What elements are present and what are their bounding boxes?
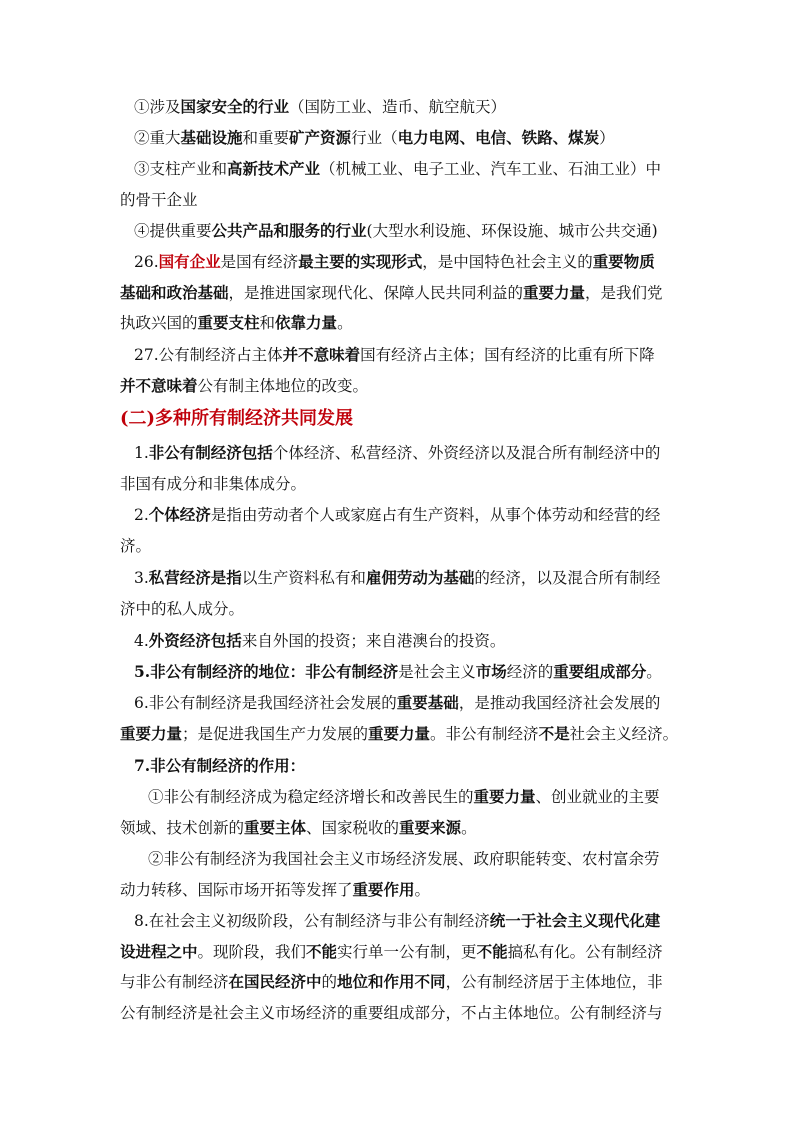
text: 的 [321, 973, 338, 991]
text: ②非公有制经济为我国社会主义市场经济发展、政府职能转变、农村富余劳 [148, 850, 660, 868]
item-number: 4. [134, 632, 149, 650]
text: 公有制主体地位的改变。 [197, 376, 369, 395]
text: 领域、技术创新的 [120, 818, 245, 837]
paragraph-n1 [120, 438, 680, 499]
text: ②重大 [134, 129, 181, 147]
bold-text: 重要组成部分 [553, 662, 647, 681]
bold-text: 基础设施 [180, 128, 243, 147]
bold-text: 重要力量 [368, 723, 431, 743]
text: 经济的 [506, 663, 554, 681]
text: 8.在社会主义初级阶段，公有制经济与非公有制经济 [134, 912, 490, 930]
text: 动力转移、国际市场开拓等发挥了 [120, 880, 353, 899]
item-number: 1. [134, 444, 149, 462]
bold-text: 并不意味着 [120, 375, 198, 395]
item-number: 3. [134, 569, 149, 587]
text: 的经济，以及混合所有制经 [474, 569, 661, 587]
paragraph-n7a [120, 782, 680, 843]
text: 社会主义经济。 [569, 724, 679, 743]
bold-text: 高新技术产业 [227, 159, 321, 178]
text: 是国有经济 [220, 253, 299, 271]
bold-text: 基础和政治基础 [120, 282, 229, 302]
bold-text: 个体经济 [148, 505, 211, 524]
text: 。 [646, 663, 662, 681]
text: （机械工业、电子工业、汽车工业、石油工业）中 [320, 160, 662, 178]
bold-text: 重要力量 [523, 282, 586, 302]
item-number: 26. [134, 253, 159, 271]
text: ，是推动我国经济社会发展的 [458, 694, 661, 712]
text: 是社会主义 [398, 663, 476, 681]
text: 的骨干企业 [120, 190, 198, 209]
text: 来自外国的投资；来自港澳台的投资。 [241, 632, 506, 650]
bold-text: 重要作用 [352, 879, 415, 899]
highlight-text: 国有企业 [158, 252, 221, 271]
bold-text: 外资经济包括 [148, 631, 242, 650]
text: 、创业就业的主要 [535, 788, 660, 806]
bold-text: 不能 [306, 941, 338, 961]
paragraph-26 [120, 247, 680, 339]
text: ③支柱产业和 [134, 160, 228, 178]
text: 和重要 [242, 129, 290, 147]
section-heading: (二)多种所有制经济共同发展 [120, 408, 354, 429]
paragraph-n4 [120, 626, 680, 657]
text: ，是我们党 [585, 283, 663, 302]
text: 。 [414, 880, 431, 899]
bold-text: 不能 [476, 941, 508, 961]
bold-text: 电力电网、电信、铁路、煤炭 [397, 128, 600, 147]
text: ，公有制经济居于主体地位，非 [445, 973, 663, 991]
text: 非国有成分和非集体成分。 [120, 474, 307, 493]
paragraph-n5 [120, 657, 680, 688]
bold-text: 重要主体 [244, 817, 307, 837]
text: 、国家税收的 [306, 818, 400, 837]
paragraph-n6 [120, 688, 680, 749]
text: 实行单一公有制，更 [337, 942, 477, 961]
text: 济。 [120, 536, 152, 555]
bold-text: 重要支柱 [197, 313, 260, 332]
text: ；是促进我国生产力发展的 [182, 724, 369, 743]
bold-text: 地位和作用不同 [337, 972, 446, 991]
paragraph-industry-4 [134, 216, 694, 247]
text: ①非公有制经济成为稳定经济增长和改善民生的 [148, 788, 474, 806]
text: 个体经济、私营经济、外资经济以及混合所有制经济中的 [272, 444, 661, 462]
bold-text: 依靠力量 [275, 313, 338, 332]
text: 与非公有制经济 [120, 973, 229, 991]
bold-text: 重要力量 [120, 723, 183, 743]
bold-text: 最主要的实现形式 [298, 252, 423, 271]
bold-text: 市场 [475, 662, 507, 681]
bold-text: 雇佣劳动为基础 [365, 568, 475, 587]
bold-text: 非公有制经济包括 [148, 443, 273, 462]
text: 是指由劳动者个人或家庭占有生产资料，从事个体劳动和经营的经 [210, 506, 661, 524]
paragraph-industry-3 [120, 154, 680, 215]
bold-text: 重要来源 [399, 817, 462, 837]
bold-text: 7.非公有制经济的作用： [134, 756, 306, 775]
item-number: 2. [134, 506, 149, 524]
paragraph-industry-1 [134, 92, 694, 123]
text: 国有经济占主体；国有经济的比重有所下降 [360, 346, 655, 364]
text: ①涉及 [134, 98, 181, 116]
bold-text: 公共产品和服务的行业 [211, 221, 367, 240]
bold-text: 国家安全的行业 [180, 97, 290, 116]
bold-text: 设进程之中 [120, 941, 198, 961]
text: 。 [337, 314, 353, 332]
text: ，是推进国家现代化、保障人民共同利益的 [228, 283, 524, 302]
bold-text: 在国民经济中 [228, 972, 322, 991]
paragraph-n8 [120, 906, 680, 1028]
text: 搞私有化。公有制经济 [507, 942, 663, 961]
bold-text: 统一于社会主义现代化建 [489, 911, 661, 930]
bold-text: 不是 [538, 723, 570, 743]
bold-text: 私营经济是指 [148, 568, 242, 587]
bold-text: 5.非公有制经济的地位：非公有制经济 [134, 662, 399, 681]
text: 公有制经济是社会主义市场经济的重要组成部分，不占主体地位。公有制经济与 [120, 1003, 663, 1022]
paragraph-n2 [120, 500, 680, 561]
text: ④提供重要 [134, 222, 212, 240]
text: 27.公有制经济占主体 [134, 346, 283, 364]
text: ） [599, 129, 615, 147]
paragraph-n7b [120, 844, 680, 905]
paragraph-27 [120, 340, 680, 401]
bold-text: 并不意味着 [282, 345, 361, 364]
bold-text: 重要基础 [396, 693, 459, 712]
text: 。非公有制经济 [430, 724, 539, 743]
text: 和 [259, 314, 276, 332]
paragraph-n7 [120, 751, 680, 782]
text: 行业（ [351, 129, 398, 147]
text: 6.非公有制经济是我国经济社会发展的 [134, 694, 397, 712]
bold-text: 矿产资源 [289, 128, 352, 147]
text: 。 [461, 818, 477, 837]
text: 。现阶段，我们 [197, 942, 307, 961]
text: （国防工业、造币、航空航天） [289, 98, 507, 116]
paragraph-industry-2 [134, 123, 694, 154]
text: ，是中国特色社会主义的 [422, 253, 593, 271]
text: (大型水利设施、环保设施、城市公共交通) [366, 222, 658, 240]
paragraph-n3 [120, 563, 680, 624]
text: 以生产资料私有和 [241, 569, 366, 587]
bold-text: 重要力量 [473, 787, 536, 806]
text: 执政兴国的 [120, 314, 198, 332]
text: 济中的私人成分。 [120, 599, 245, 618]
bold-text: 重要物质 [592, 252, 655, 271]
